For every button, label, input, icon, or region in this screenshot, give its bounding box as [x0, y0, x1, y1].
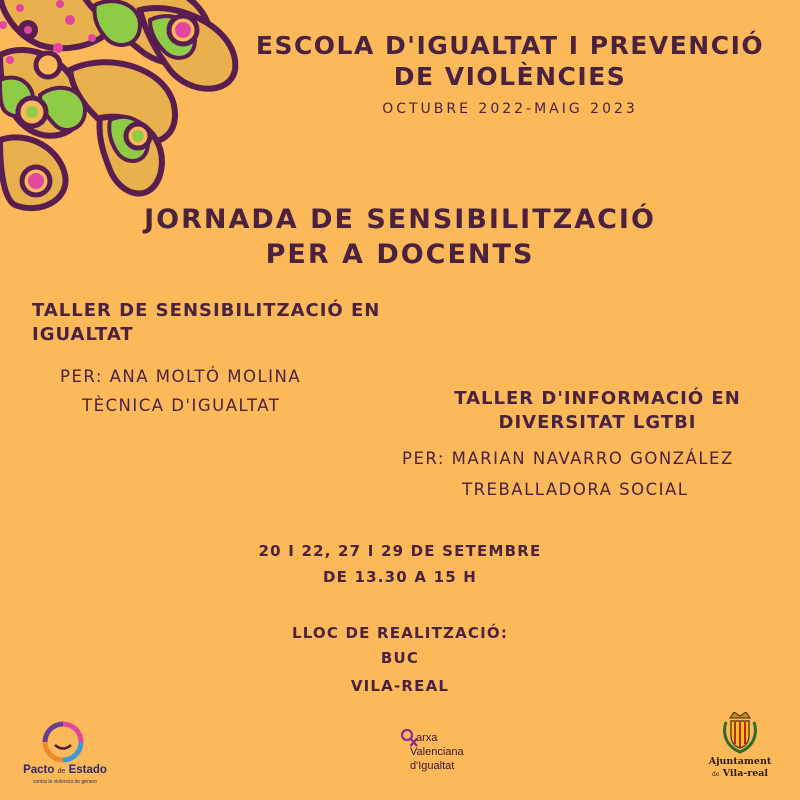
- xarxa-line2: Valenciana: [410, 746, 464, 758]
- ajuntament-line2: de Vila-real: [711, 768, 769, 779]
- series-title-line1: ESCOLA D'IGUALTAT I PREVENCIÓ: [255, 31, 765, 60]
- workshop2-speaker: PER: MARIAN NAVARRO GONZÁLEZ: [402, 449, 734, 468]
- xarxa-line3: d'Igualtat: [410, 760, 455, 772]
- pacto-de-estado-logo: [15, 718, 115, 788]
- workshop1-title: [32, 299, 452, 347]
- xarxa-line1: arxa: [416, 732, 438, 744]
- series-title: [225, 30, 795, 92]
- ajuntament-line1: Ajuntament: [708, 756, 772, 767]
- event-title-line1: JORNADA DE SENSIBILITZACIÓ: [144, 204, 656, 235]
- venue-place: BUC: [380, 649, 420, 667]
- venue-city: VILA-REAL: [350, 677, 450, 695]
- event-title-line2: PER A DOCENTS: [265, 239, 535, 270]
- pacto-ring-icon: [35, 718, 91, 764]
- workshop1-title-line2: IGUALTAT: [32, 324, 134, 345]
- pacto-name: Pacto de Estado: [23, 764, 107, 776]
- xarxa-igualtat-logo: [400, 728, 500, 784]
- series-title-line2: DE VIOLÈNCIES: [393, 62, 627, 91]
- workshop1-role: TÈCNICA D'IGUALTAT: [82, 396, 281, 415]
- workshop2-title-line2: DIVERSITAT LGTBI: [498, 412, 697, 433]
- coat-of-arms-icon: [722, 712, 758, 754]
- workshop1-title-line1: TALLER DE SENSIBILITZACIÓ EN: [32, 300, 381, 321]
- ajuntament-logo: [700, 712, 780, 788]
- workshop2-title: [420, 387, 775, 435]
- schedule-days: 20 I 22, 27 I 29 DE SETEMBRE: [258, 542, 542, 560]
- workshop1-speaker: PER: ANA MOLTÓ MOLINA: [60, 367, 302, 386]
- pacto-tagline: contra la violencia de género: [33, 779, 97, 785]
- venue-label: LLOC DE REALITZACIÓ:: [291, 624, 509, 642]
- schedule-hours: DE 13.30 A 15 H: [322, 568, 478, 586]
- mandala-decoration: [0, 0, 250, 215]
- event-title: [0, 202, 800, 272]
- workshop2-role: TREBALLADORA SOCIAL: [462, 480, 689, 499]
- series-dates: OCTUBRE 2022-MAIG 2023: [382, 101, 638, 117]
- workshop2-title-line1: TALLER D'INFORMACIÓ EN: [454, 388, 741, 409]
